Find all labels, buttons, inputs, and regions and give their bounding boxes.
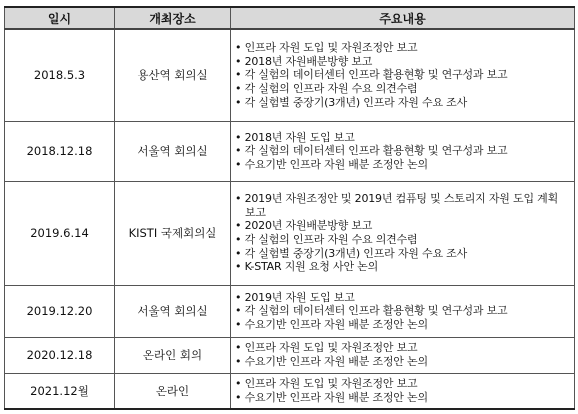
row-date: 2018.5.3: [5, 29, 115, 121]
content-item: • 2019년 자원 도입 보고: [235, 290, 355, 304]
header-date: 일시: [5, 7, 115, 29]
row-date: 2018.12.18: [5, 121, 115, 181]
row-date: 2019.6.14: [5, 181, 115, 285]
table-row: [5, 285, 575, 337]
content-item: • 인프라 자원 도입 및 자원조정안 보고: [235, 41, 418, 55]
content-item: • 2020년 자원배분방향 보고: [235, 219, 373, 233]
row-content: [231, 337, 575, 373]
row-date: 2020.12.18: [5, 337, 115, 373]
table-row: [5, 373, 575, 409]
row-place: 온라인: [115, 373, 231, 409]
content-item: • 각 실험별 중장기(3개년) 인프라 자원 수요 조사: [235, 246, 468, 260]
row-content: [231, 121, 575, 181]
row-place: 온라인 회의: [115, 337, 231, 373]
content-item: • 수요기반 인프라 자원 배분 조정안 논의: [235, 157, 428, 171]
row-content: [231, 285, 575, 337]
row-place: 서울역 회의실: [115, 121, 231, 181]
row-date: 2019.12.20: [5, 285, 115, 337]
row-date: 2021.12월: [5, 373, 115, 409]
row-place: 서울역 회의실: [115, 285, 231, 337]
content-item: • 각 실험의 데이터센터 인프라 활용현황 및 연구성과 보고: [235, 304, 508, 318]
table-header-row: [5, 7, 575, 29]
content-item: • 인프라 자원 도입 및 자원조정안 보고: [235, 377, 418, 391]
row-content: [231, 373, 575, 409]
row-content: [231, 181, 575, 285]
content-item: • 2018년 자원배분방향 보고: [235, 54, 373, 68]
row-place: 용산역 회의실: [115, 29, 231, 121]
table-row: [5, 337, 575, 373]
header-content: 주요내용: [231, 7, 575, 29]
content-item: • 각 실험의 인프라 자원 수요 의견수렴: [235, 233, 418, 246]
row-content: [231, 29, 575, 121]
row-place: KISTI 국제회의실: [115, 181, 231, 285]
content-item: • 각 실험의 인프라 자원 수요 의견수렴: [235, 82, 418, 96]
content-item: • 2019년 자원조정안 및 2019년 컴퓨팅 및 스토리지 자원 도입 계획 보고: [235, 192, 559, 219]
content-item: • 각 실험의 데이터센터 인프라 활용현황 및 연구성과 보고: [235, 68, 508, 82]
table-row: [5, 181, 575, 285]
content-item: • K-STAR 지원 요청 사안 논의: [235, 260, 379, 274]
content-item: • 인프라 자원 도입 및 자원조정안 보고: [235, 341, 418, 355]
header-place: 개최장소: [115, 7, 231, 29]
table-row: [5, 121, 575, 181]
content-item: • 수요기반 인프라 자원 배분 조정안 논의: [235, 355, 428, 368]
content-item: • 수요기반 인프라 자원 배분 조정안 논의: [235, 317, 428, 331]
content-item: • 2018년 자원 도입 보고: [235, 130, 355, 144]
content-item: • 수요기반 인프라 자원 배분 조정안 논의: [235, 390, 428, 404]
content-item: • 각 실험별 중장기(3개년) 인프라 자원 수요 조사: [235, 95, 468, 109]
table-row: [5, 29, 575, 121]
content-item: • 각 실험의 데이터센터 인프라 활용현황 및 연구성과 보고: [235, 144, 508, 158]
meeting-schedule-table: [4, 6, 575, 410]
